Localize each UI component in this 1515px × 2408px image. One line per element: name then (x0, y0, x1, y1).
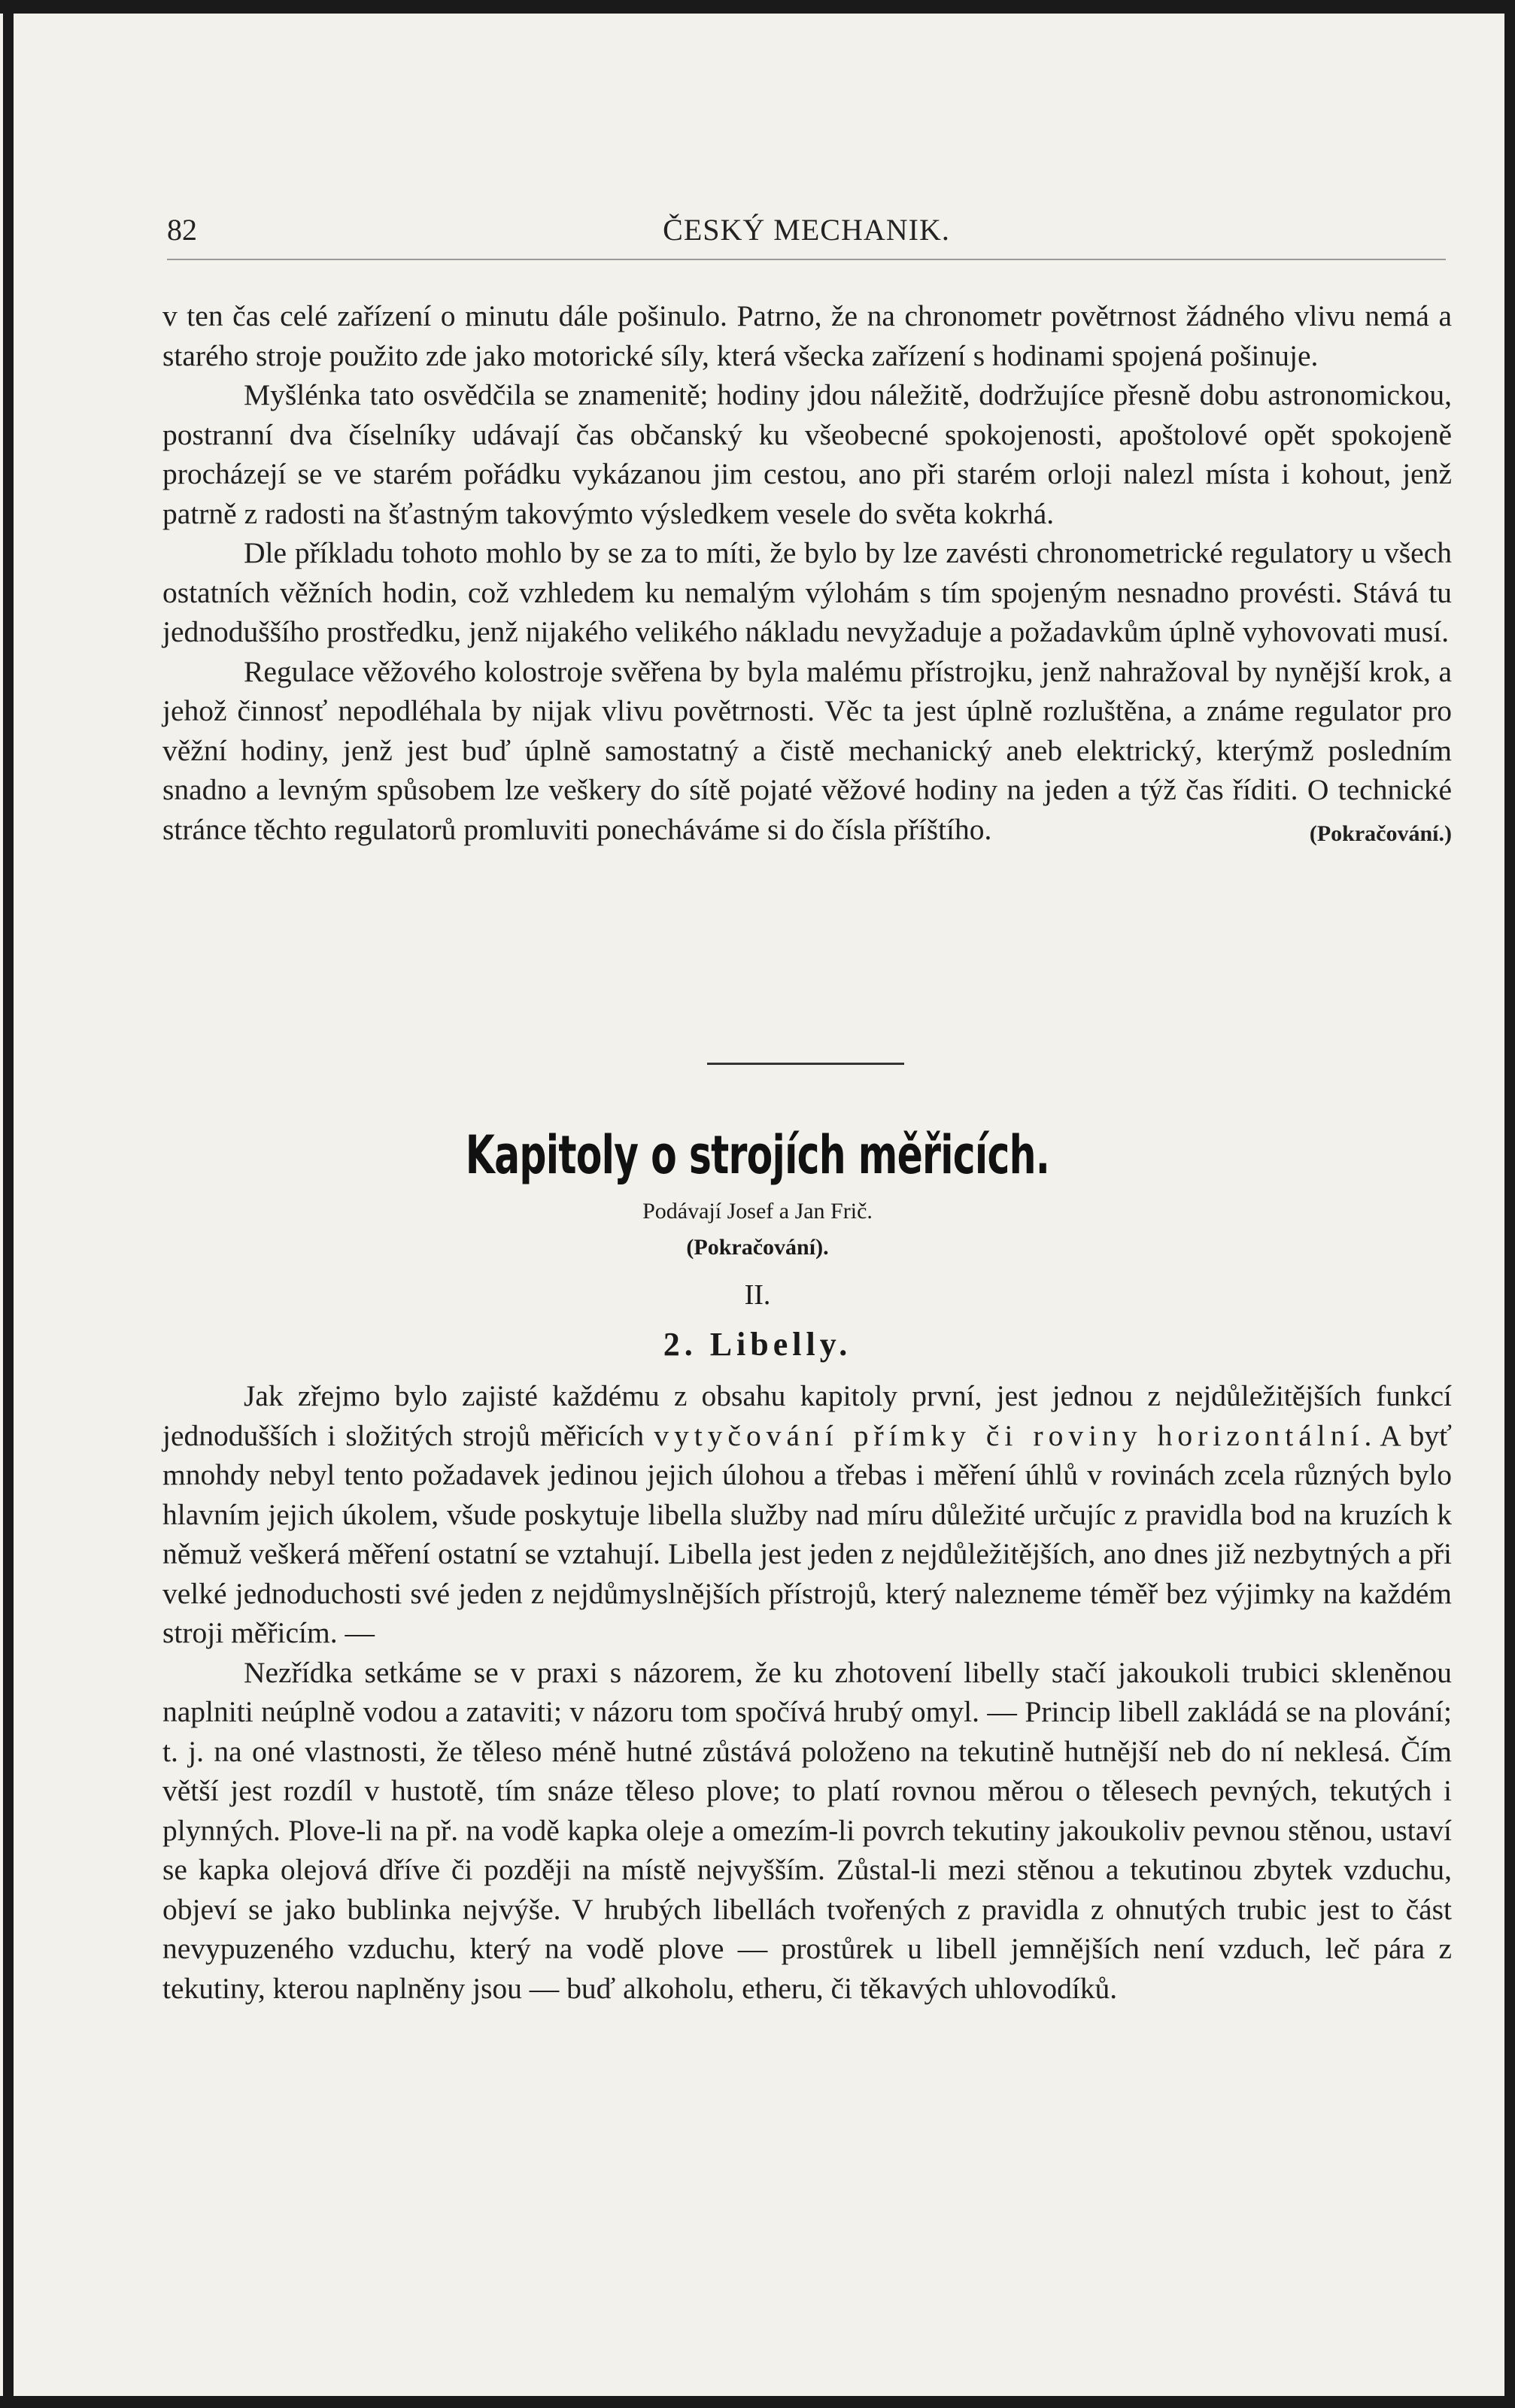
article-title: Kapitoly o strojích měřicích. (465, 1124, 1050, 1186)
article-authors: Podávají Josef a Jan Frič. (642, 1199, 873, 1224)
journal-title: ČESKÝ MECHANIK. (663, 213, 950, 247)
continuation-note: (Pokračování.) (1309, 820, 1452, 846)
paragraph (162, 1376, 1452, 1653)
running-header (167, 212, 1446, 250)
prev-article-body (162, 296, 1452, 854)
emphasized-text: vytyčování přímky či roviny horizontální (654, 1418, 1365, 1452)
paragraph-last (162, 652, 1452, 850)
paragraph-text: . A byť mnohdy nebyl tento požadavek jedinou jejich úlohou a třebas i měření úhlů v rovinách zcela různých bylo hlavním jejich úkolem, všude poskytuje libella služby nad míru důležité určujíc z pravidla bod na kruzích k němuž veškerá měření ostatní se vztahují. Libella jest jeden z nejdůležitějších, ano dnes již nezbytných a při velké jednoduchosti své jeden z nejdůmyslnějších přístrojů, který nalezneme téměř bez výjimky na každém stroji měřicím. — (162, 1418, 1452, 1649)
article-continuation: (Pokračování). (686, 1235, 829, 1260)
section-subtitle: 2. Libelly. (663, 1326, 852, 1363)
paragraph-text: Jak zřejmo bylo zajisté každému z obsahu kapitoly první, jest jednou z nejdůležitějších funkcí jednodušších i složitých strojů měřicích (162, 1379, 1452, 1452)
article-separator (707, 1063, 904, 1065)
paragraph: Nezřídka setkáme se v praxi s názorem, že ku zhotovení libelly stačí jakoukoli trubici skleněnou naplniti neúplně vodou a zataviti; v názoru tom spočívá hrubý omyl. — Princip libell zakládá se na plování; t. j. na oné vlastnosti, že těleso méně hutné zůstává položeno na tekutině hutnější neb do ní neklesá. Čím větší jest rozdíl v hustotě, tím snáze těleso plove; to platí rovnou měrou o tělesech pevných, tekutých i plynných. Plove-li na př. na vodě kapka oleje a omezím-li povrch tekutiny jakoukoliv pevnou stěnou, ustaví se kapka olejová dříve či později na místě nejvyšším. Zůstal-li mezi stěnou a tekutinou zbytek vzduchu, objeví se jako bublinka nejvýše. V hrubých libellách tvořených z pravidla z ohnutých trubic jest to část nevypuzeného vzduchu, který na vodě plove — prostůrek u libell jemnějších není vzduch, leč pára z tekutiny, kterou naplněny jsou — buď alkoholu, etheru, či těkavých uhlovodíků. (162, 1655, 1452, 2005)
article-body (162, 1376, 1452, 2008)
scan-border-top (0, 0, 1515, 14)
paragraph: v ten čas celé zařízení o minutu dále pošinulo. Patrno, že na chronometr povětrnost žádného vlivu nemá a starého stroje použito zde jako motorické síly, která všecka zařízení s hodinami spojená pošinuje. (162, 299, 1452, 372)
page-number: 82 (167, 213, 197, 247)
section-number: II. (744, 1279, 771, 1311)
paragraph-text: Regulace věžového kolostroje svěřena by byla malému přístrojku, jenž nahražoval by nynější krok, a jehož činnosť nepodléhala by nijak vlivu povětrnosti. Věc ta jest úplně rozluštěna, a známe regulator pro věžní hodiny, jenž jest buď úplně samostatný a čistě mechanický aneb elektrický, kterýmž posledním snadno a levným spůsobem lze veškery do sítě pojaté věžové hodiny na jeden a týž čas říditi. O technické stránce těchto regulatorů promluviti ponecháváme si do čísla příštího. (162, 654, 1452, 846)
scan-border-bottom (0, 2396, 1515, 2408)
paragraph: Myšlénka tato osvědčila se znamenitě; hodiny jdou náležitě, dodržujíce přesně dobu astronomickou, postranní dva číselníky udávají čas občanský ku všeobecné spokojenosti, apoštolové opět spokojeně procházejí se ve starém pořádku vykázanou jim cestou, ano při starém orloji nalezl místa i kohout, jenž patrně z radosti na šťastným takovýmto výsledkem vesele do světa kokrhá. (162, 378, 1452, 530)
header-rule (167, 259, 1446, 260)
paragraph: Dle příkladu tohoto mohlo by se za to míti, že bylo by lze zavésti chronometrické regulatory u všech ostatních věžních hodin, což vzhledem ku nemalým výlohám s tím spojeným nesnadno provésti. Stává tu jednoduššího prostředku, jenž nijakého velikého nákladu nevyžaduje a požadavkům úplně vyhovovati musí. (162, 536, 1452, 648)
